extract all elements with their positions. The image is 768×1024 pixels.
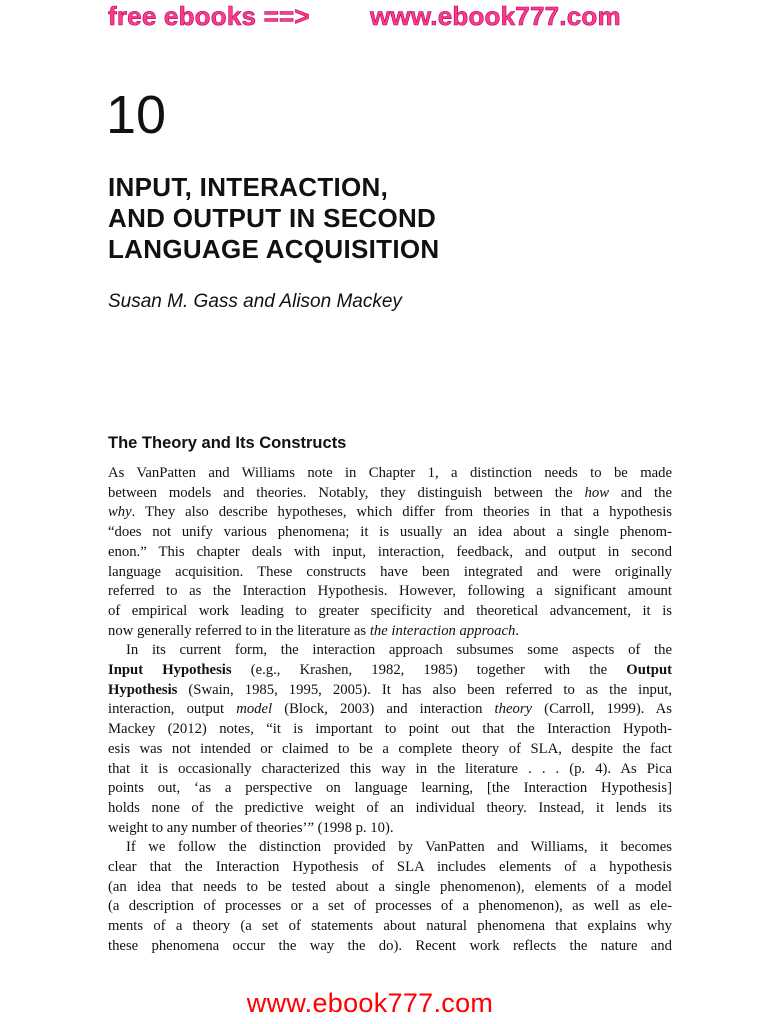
term-input-hypothesis: Input Hypothesis [108, 662, 232, 679]
text-line: In its current form, the interaction approach subsumes some aspects of the [126, 642, 672, 659]
text-line: As VanPatten and Williams note in Chapter 1, a distinction needs to be made [108, 465, 672, 481]
text-line: interaction, output model (Block, 2003) and interaction theory (Carroll, 1999). As [108, 701, 672, 718]
text-line: that it is occasionally characterized this way in the literature . . . (p. 4). As Pica [108, 760, 672, 777]
text-line: (an idea that needs to be tested about a single phenomenon), elements of a model [108, 878, 672, 895]
text-line: (a description of processes or a set of processes of a phenomenon), as well as ele- [108, 898, 672, 915]
section-heading: The Theory and Its Constructs [108, 434, 347, 452]
text-line: weight to any number of theories’” (1998 p. 10). [108, 819, 394, 836]
watermark-header [108, 1, 668, 32]
term-hypothesis: Hypothesis [108, 681, 178, 698]
text-line: Mackey (2012) notes, “it is important to point out that the Interaction Hypoth- [108, 721, 672, 738]
text-line: Input Hypothesis (e.g., Krashen, 1982, 1985) together with the Output [108, 662, 673, 679]
watermark-footer [0, 988, 768, 1019]
emphasis-model: model [236, 701, 273, 718]
text-line: language acquisition. These constructs have been integrated and were originally [108, 563, 672, 580]
chapter-title-line: LANGUAGE ACQUISITION [108, 234, 440, 264]
text-line: clear that the Interaction Hypothesis of SLA includes elements of a hypothesis [108, 859, 672, 876]
text-line: ments of a theory (a set of statements about natural phenomena that explains why [108, 918, 672, 935]
text-line: holds none of the predictive weight of an individual theory. Instead, it lends its [108, 799, 672, 816]
chapter-title-line: AND OUTPUT IN SECOND [108, 203, 437, 233]
text-line: enon.” This chapter deals with input, interaction, feedback, and output in second [108, 543, 672, 560]
emphasis-theory: theory [494, 701, 533, 718]
term-output: Output [626, 662, 673, 679]
chapter-title-line: INPUT, INTERACTION, [108, 172, 389, 202]
text-line: why. They also describe hypotheses, which differ from theories in that a hypothesis [108, 504, 672, 521]
text-line: referred to as the Interaction Hypothesis. However, following a significant amount [108, 583, 672, 600]
emphasis-why: why [108, 504, 132, 521]
chapter-title [108, 172, 668, 265]
text-line: If we follow the distinction provided by VanPatten and Williams, it becomes [126, 839, 672, 856]
text-line: “does not unify various phenomena; it is usually an idea about a single phenom- [108, 524, 672, 541]
watermark-header-right: www.ebook777.com [370, 1, 621, 31]
watermark-footer-text: www.ebook777.com [246, 988, 494, 1018]
emphasis-how: how [584, 484, 610, 501]
body-text [108, 464, 672, 957]
emphasis-interaction-approach: the interaction approach [369, 622, 516, 639]
chapter-authors: Susan M. Gass and Alison Mackey [108, 291, 402, 312]
text-line: now generally referred to in the literature as the interaction approach. [108, 622, 519, 639]
text-line: these phenomena occur the way the do). Recent work reflects the nature and [108, 937, 672, 954]
text-line: of empirical work leading to greater specificity and theoretical advancement, it is [108, 602, 672, 619]
text-line: esis was not intended or claimed to be a complete theory of SLA, despite the fact [108, 740, 672, 757]
text-line: between models and theories. Notably, they distinguish between the how and the [108, 484, 672, 501]
text-line: Hypothesis (Swain, 1985, 1995, 2005). It has also been referred to as the input, [108, 681, 672, 698]
chapter-number: 10 [106, 85, 167, 145]
text-line: points out, ‘as a perspective on language learning, [the Interaction Hypothesis] [108, 780, 672, 797]
watermark-header-left: free ebooks ==> [108, 1, 310, 31]
